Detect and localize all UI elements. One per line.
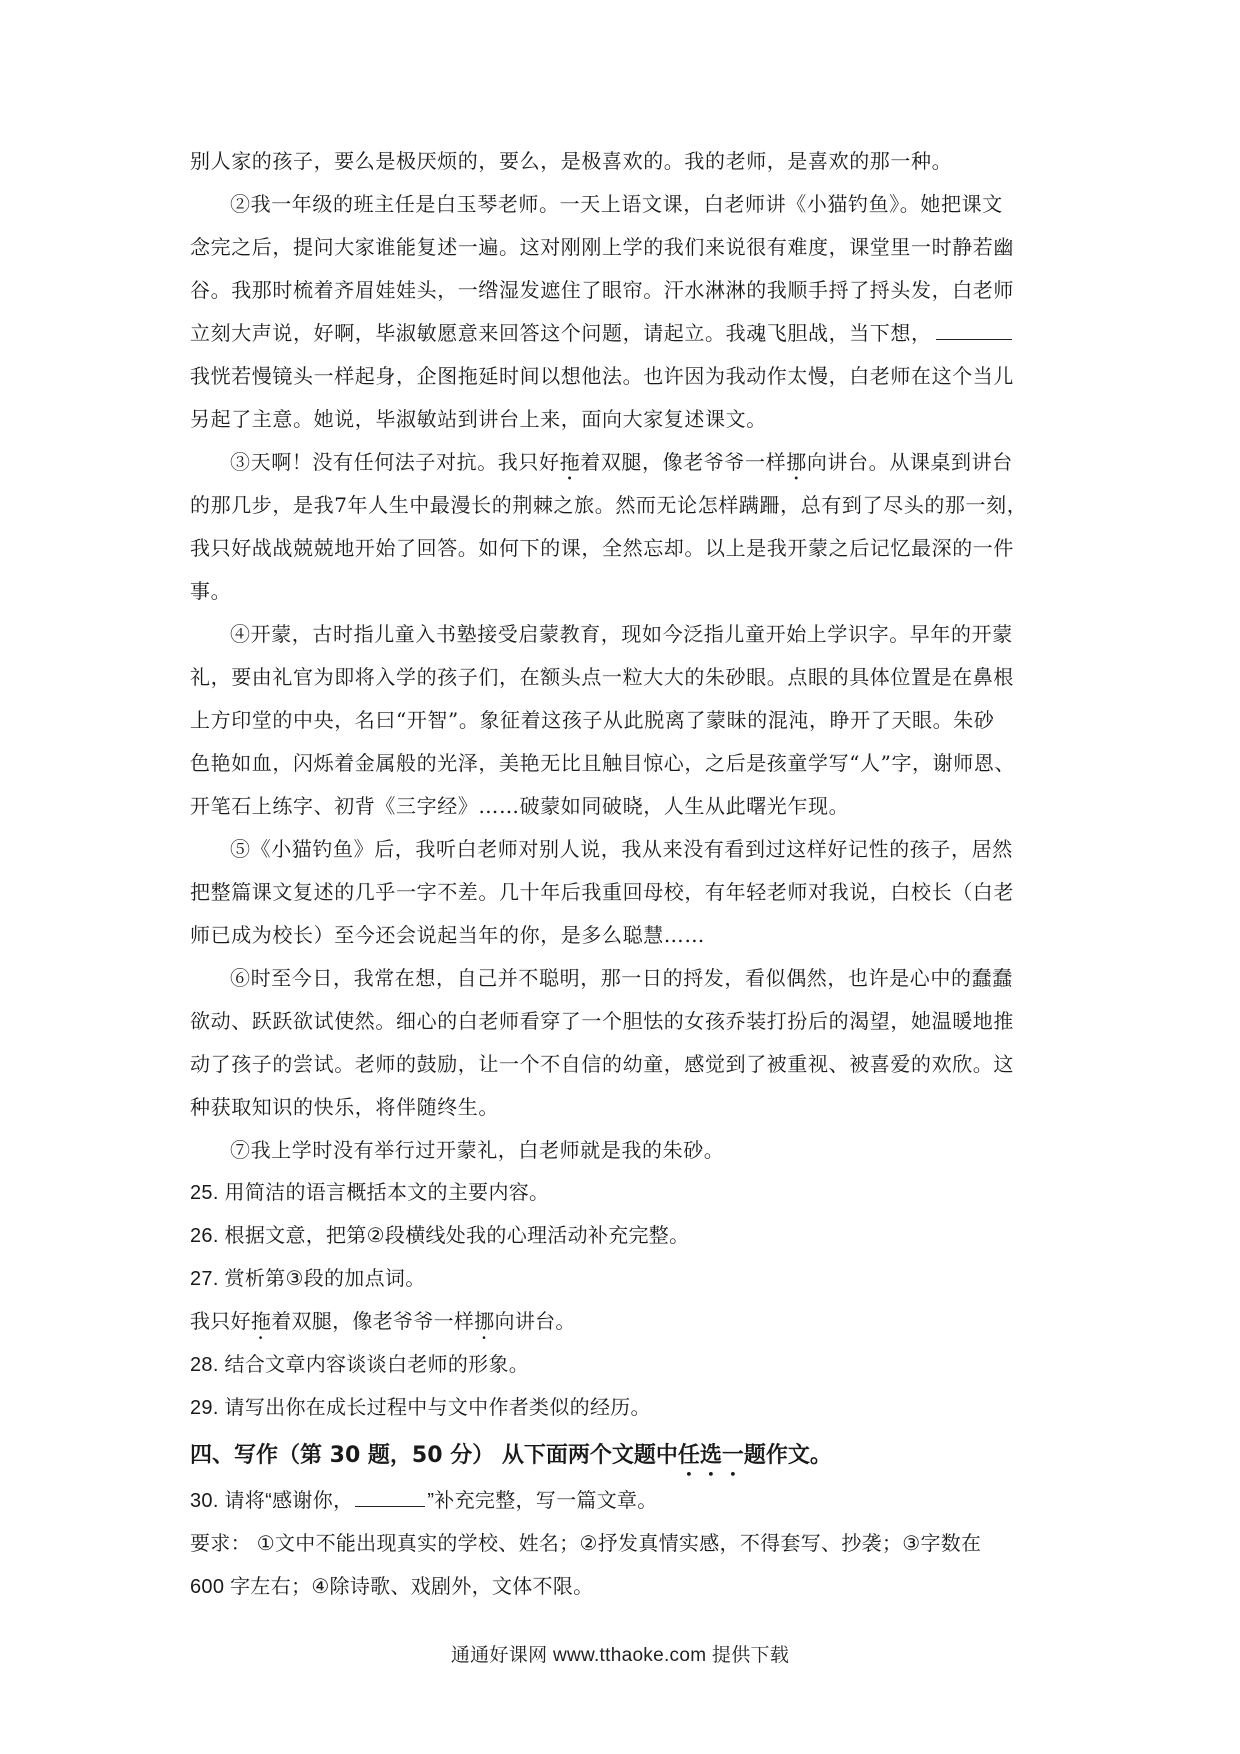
paragraph-4-line: ④开蒙，古时指儿童入书塾接受启蒙教育，现如今泛指儿童开始上学识字。早年的开蒙 [230,622,1013,646]
requirements-line: 600 字左右；④除诗歌、戏剧外，文体不限。 [190,1576,594,1598]
requirements-line: 要求： ①文中不能出现真实的学校、姓名；②抒发真情实感，不得套写、抄袭；③字数在 [190,1533,982,1555]
answer-blank [936,319,1012,340]
paragraph-6-line: 动了孩子的尝试。老师的鼓励，让一个不自信的幼童，感觉到了被重视、被喜爱的欢欣。这 [190,1052,1014,1076]
text-segment: 着双腿，像老爷爷一样 [580,450,787,474]
title-blank [355,1486,425,1507]
paragraph-2-line: 另起了主意。她说，毕淑敏站到讲台上来，面向大家复述课文。 [190,407,767,431]
paragraph-3-line: 我只好战战兢兢地开始了回答。如何下的课，全然忘却。以上是我开蒙之后记忆最深的一件 [190,536,1014,560]
writing-section-title [190,1432,1060,1480]
dotted-word-tuo: 拖 [250,1311,272,1333]
paragraph-4-line: 色艳如血，闪烁着金属般的光泽，美艳无比且触目惊心，之后是孩童学写“人”字，谢师恩、 [190,751,1016,775]
dotted-word-tuo: 拖 [559,450,581,474]
question-29: 29. 请写出你在成长过程中与文中作者类似的经历。 [190,1397,651,1419]
text-segment: 着双腿，像老爷爷一样 [271,1311,475,1333]
question-30-text: 30. 请将“感谢你， [190,1490,354,1512]
question-27: 27. 赏析第③段的加点词。 [190,1268,426,1290]
text-segment: ③天啊！没有任何法子对抗。我只好 [230,450,560,474]
title-text: 题作文。 [743,1443,832,1468]
paragraph-4-line: 礼，要由礼官为即将入学的孩子们，在额头点一粒大大的朱砂眼。点眼的具体位置是在鼻根 [190,665,1014,689]
paragraph-2-line: ②我一年级的班主任是白玉琴老师。一天上语文课，白老师讲《小猫钓鱼》。她把课文 [230,192,1003,216]
paragraph-5-line: ⑤《小猫钓鱼》后，我听白老师对别人说，我从来没有看到过这样好记性的孩子，居然 [230,837,1013,861]
paragraph-3-line [190,441,1060,484]
paragraph-4-line: 上方印堂的中央，名曰“开智”。象征着这孩子从此脱离了蒙昧的混沌，睁开了天眼。朱砂 [190,708,995,732]
paragraph-6-line: 欲动、跃跃欲试使然。细心的白老师看穿了一个胆怯的女孩乔装打扮后的渴望，她温暖地推 [190,1009,1014,1033]
paragraph-6-line: ⑥时至今日，我常在想，自己并不聪明，那一日的捋发，看似偶然，也许是心中的蠢蠢 [230,966,1013,990]
paragraph-3-line: 事。 [190,579,232,603]
question-30 [190,1480,1060,1523]
text-segment: 向讲台。从课桌到讲台 [806,450,1013,474]
text-segment: 向讲台。 [494,1311,576,1333]
footer-source: 通通好课网 www.tthaoke.com 提供下载 [450,1645,790,1666]
paragraph-2-line: 谷。我那时梳着齐眉娃娃头，一绺湿发遮住了眼帘。汗水淋淋的我顺手捋了捋头发，白老师 [190,278,1014,302]
question-26: 26. 根据文意，把第②段横线处我的心理活动补充完整。 [190,1225,690,1247]
paragraph-3-line: 的那几步，是我7年人生中最漫长的荆棘之旅。然而无论怎样蹒跚，总有到了尽头的那一刻， [190,493,1028,517]
title-text: 四、写作（第 30 题，50 分） 从下面两个文题中 [190,1443,678,1468]
question-27-sentence [190,1301,1060,1344]
paragraph-5-line: 把整篇课文复述的几乎一字不差。几十年后我重回母校，有年轻老师对我说，白校长（白老 [190,880,1014,904]
document-page [190,140,1060,1609]
paragraph-2-line: 念完之后，提问大家谁能复述一遍。这对刚刚上学的我们来说很有难度，课堂里一时静若幽 [190,235,1014,259]
question-25: 25. 用简洁的语言概括本文的主要内容。 [190,1182,550,1204]
dotted-word-nuo: 挪 [786,450,807,474]
dotted-word-nuo: 挪 [474,1311,495,1333]
text-segment: 我只好 [190,1311,251,1333]
paragraph-2-line: 我恍若慢镜头一样起身，企图拖延时间以想他法。也许因为我动作太慢，白老师在这个当儿 [190,364,1014,388]
question-30-text: ”补充完整，写一篇文章。 [427,1490,658,1512]
paragraph-2-text: 立刻大声说，好啊，毕淑敏愿意来回答这个问题，请起立。我魂飞胆战，当下想， [190,321,932,345]
question-28: 28. 结合文章内容谈谈白老师的形象。 [190,1354,530,1376]
passage-line: 别人家的孩子，要么是极厌烦的，要么，是极喜欢的。我的老师，是喜欢的那一种。 [190,149,953,173]
dotted-title-words: 任选一 [677,1443,744,1468]
paragraph-2-line-with-blank [190,312,1060,355]
paragraph-5-line: 师已成为校长）至今还会说起当年的你，是多么聪慧…… [190,923,705,947]
paragraph-6-line: 种获取知识的快乐，将伴随终生。 [190,1095,499,1119]
paragraph-4-line: 开笔石上练字、初背《三字经》……破蒙如同破晓，人生从此曙光乍现。 [190,794,850,818]
paragraph-7-line: ⑦我上学时没有举行过开蒙礼，白老师就是我的朱砂。 [230,1138,725,1162]
